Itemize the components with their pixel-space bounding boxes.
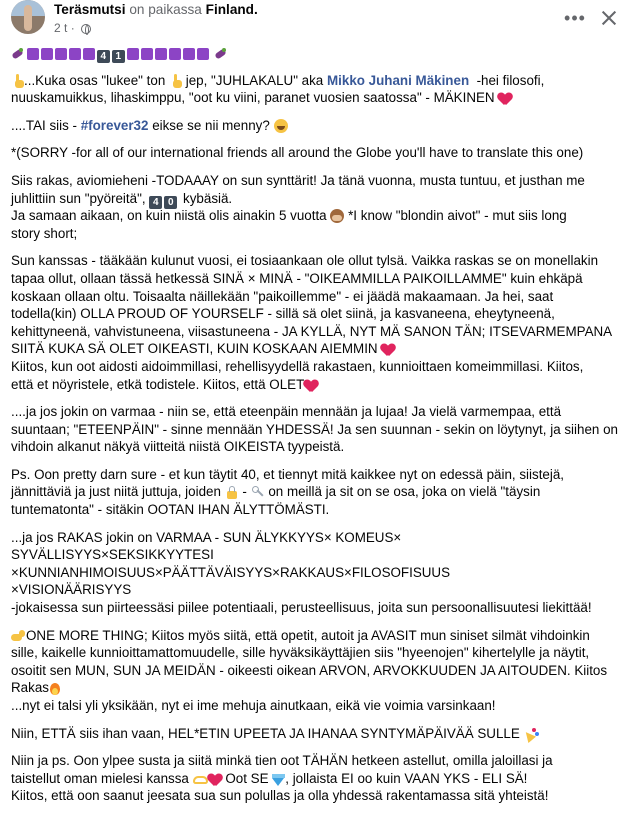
- emoji-line: [11, 44, 629, 62]
- text-line: story short;: [11, 225, 78, 241]
- text-line: ×VISIONÄÄRISYYS: [11, 582, 132, 598]
- text-line: tapaa ollut, ollaan tässä hetkessä SINÄ × MINÄ - "OIKEAMMILLA PAIKOILLAMME" kuin ehkäpä: [11, 270, 583, 286]
- keycap-four-icon: 4: [97, 50, 110, 63]
- more-horizontal-icon: •••: [564, 8, 586, 28]
- purple-square-icon: [141, 48, 153, 60]
- text-line: [11, 483, 629, 501]
- text-span: Niin, ETTÄ siis ihan vaan, HEL*ETIN UPEETA JA IHANAA SYNTYMÄPÄIVÄÄ SULLE: [11, 725, 520, 741]
- text-line: Sun kanssas - tääkään kulunut vuosi, ei tosiaankaan ole ollut tylsä. Vaikka raskas se on monellakin: [11, 253, 599, 269]
- grinning-face-icon: [274, 119, 288, 133]
- keycap-four-icon: 4: [149, 196, 162, 209]
- purple-square-icon: [83, 48, 95, 60]
- text-line: suuntaan; "ETEENPÄIN" - sinne mennään YHDESSÄ! Ja sen suunnan - sekin on löytynyt, ja siihen on: [11, 421, 618, 437]
- text-span: Oot SE: [225, 770, 269, 786]
- fire-icon: [49, 681, 61, 695]
- gem-icon: [272, 774, 285, 786]
- mention-link[interactable]: Mikko Juhani Mäkinen: [327, 72, 470, 88]
- text-line: [11, 679, 629, 697]
- text-line: Siis rakas, aviomieheni -TODAAAY on sun synttärit! Ja tänä vuonna, musta tuntuu, et justhan me: [11, 172, 585, 188]
- post-meta: [54, 20, 91, 38]
- post-time[interactable]: 2 t: [54, 21, 68, 35]
- text-span: -hei filosofi,: [476, 72, 545, 88]
- lock-icon: [225, 485, 239, 499]
- text-line: -jokaisessa sun piirteessäsi piilee potentiaali, perusteellisuus, joita sun persoonallisuutesi liekittää!: [11, 600, 592, 616]
- text-span: Ja samaan aikaan, on kuin niistä olis ainakin 5 vuotta: [11, 208, 327, 224]
- purple-square-icon: [27, 48, 39, 60]
- text-line: [11, 117, 629, 135]
- text-span: Rakas: [11, 680, 49, 696]
- eggplant-icon: [11, 48, 23, 60]
- purple-square-icon: [127, 48, 139, 60]
- text-line: todella(kin) OLLA PROUD OF YOURSELF - sillä sä olet siinä, ja kasvaneena, eheytyneenä,: [11, 306, 555, 322]
- purple-square-icon: [41, 48, 53, 60]
- text-line: [11, 72, 629, 90]
- keycap-one-icon: 1: [112, 50, 125, 63]
- purple-square-icon: [197, 48, 209, 60]
- text-line: osoitit sen MUN, SUN JA MEIDÄN - oikeesti oikean ARVON, ARVOKKUUDEN JA AITOUDEN. Kiitos: [11, 662, 608, 678]
- text-line: [11, 376, 629, 394]
- see-no-evil-monkey-icon: [330, 209, 344, 223]
- text-line: [11, 725, 629, 743]
- text-span: *I know "blondin aivot" - mut siis long: [348, 208, 567, 224]
- hashtag-link[interactable]: #forever32: [80, 117, 149, 133]
- text-span: juhlittiin sun "pyöreitä",: [11, 190, 146, 206]
- text-line: *(SORRY -for all of our international friends all around the Globe you'll have to translate this one): [11, 145, 584, 161]
- text-span: on meillä ja sit on se osa, joka on vielä "täysin: [268, 484, 541, 500]
- meta-separator: ·: [70, 21, 75, 35]
- pointing-up-icon: [169, 74, 182, 88]
- close-icon[interactable]: [597, 6, 621, 30]
- text-line: ×KUNNIANHIMOISUUS×PÄÄTTÄVÄISYYS×RAKKAUS×FILOSOFISUUS: [11, 564, 451, 580]
- party-popper-icon: [524, 727, 538, 741]
- text-line: [11, 770, 629, 788]
- text-span: -: [242, 484, 247, 500]
- text-span: taistellut oman mielesi kanssa: [11, 770, 189, 786]
- text-span: nuuskamuikkus, lihaskimppu, "oot ku viini, paranet vuosien saatossa" - MÄKINEN: [11, 90, 495, 106]
- text-span: että et nöyristele, etkä todistele. Kiitos, että OLET: [11, 376, 305, 392]
- heart-icon: [381, 343, 395, 356]
- post-header: [0, 0, 636, 42]
- text-span: , jollaista EI oo kuin VAAN YKS - ELI SÄ!: [285, 770, 528, 786]
- text-line: [11, 340, 629, 358]
- location-name[interactable]: Finland.: [205, 2, 258, 17]
- text-line: SYVÄLLISYYS×SEKSIKKYYTESI: [11, 547, 214, 563]
- text-line: [11, 207, 629, 225]
- pointing-up-icon: [11, 74, 24, 88]
- text-span: eikse se nii menny?: [152, 117, 270, 133]
- avatar[interactable]: [11, 0, 45, 34]
- author-name[interactable]: Teräsmutsi: [54, 2, 126, 17]
- more-options-button[interactable]: [563, 8, 587, 32]
- text-span: ONE MORE THING; Kiitos myös siitä, että opetit, autoit ja AVASIT mun siniset silmät vihdoinkin: [26, 627, 590, 643]
- text-line: Ps. Oon pretty darn sure - et kun täytit 40, et tiennyt mitä kaikkee nyt on edessä päin, siistejä,: [11, 466, 565, 482]
- heart-icon: [498, 92, 512, 105]
- text-line: ....ja jos jokin on varmaa - niin se, että eteenpäin mennään ja lujaa! Ja vielä varmempaa, että: [11, 404, 562, 420]
- globe-icon: [81, 24, 91, 34]
- keycap-zero-icon: 0: [164, 196, 177, 209]
- text-span: SIITÄ KUKA SÄ OLET OIKEASTI, KUIN KOSKAAN AIEMMIN: [11, 341, 378, 357]
- eggplant-icon: [214, 48, 226, 60]
- purple-square-icon: [155, 48, 167, 60]
- location-prefix: on paikassa: [129, 2, 202, 17]
- text-line: ...ja jos RAKAS jokin on VARMAA - SUN ÄLYKKYYS× KOMEUS×: [11, 529, 402, 545]
- heart-hands-icon: [193, 773, 208, 786]
- text-line: Niin ja ps. Oon ylpee susta ja siitä minkä tien oot TÄHÄN hetkeen astellut, omilla jaloillasi ja: [11, 753, 553, 769]
- post-text: [11, 44, 629, 805]
- text-line: Kiitos, kun oot aidosti aidoimmillasi, rehellisyydellä rakastaen, kunnioittaen komeimmillasi. Kiitos,: [11, 358, 584, 374]
- heart-icon: [208, 773, 222, 786]
- key-icon: [251, 485, 265, 499]
- author-line: [54, 1, 258, 19]
- flexed-biceps-icon: [11, 630, 26, 643]
- text-span: ...Kuka osas "lukee" ton: [24, 72, 166, 88]
- text-span: kybäsiä.: [183, 190, 233, 206]
- text-line: sille, kaikelle kunnioittamattomuudelle, sille hyväksikäyttäjien siis "hyeenojen" kihertelylle ja näytit,: [11, 645, 590, 661]
- text-line: [11, 89, 629, 107]
- purple-square-icon: [55, 48, 67, 60]
- purple-square-icon: [69, 48, 81, 60]
- text-line: ...nyt ei talsi yli yksikään, nyt ei ime mehuja ainutkaan, eikä vie voimia varsinkaan!: [11, 698, 496, 713]
- text-line: kehittyneenä, vahvistuneena, viisastuneena - JA KYLLÄ, NYT MÄ SANON TÄN; ITSEVARMEMPANA: [11, 323, 613, 339]
- text-line: tuntematonta" - sitäkin OOTAN IHAN ÄLYTTÖMÄSTI.: [11, 502, 330, 518]
- text-span: jännittäviä ja just niitä juttuja, joiden: [11, 484, 221, 500]
- text-line: vihdoin alkanut näkyä viitteitä niistä OIKEISTA tyypeistä.: [11, 439, 345, 455]
- text-line: Kiitos, että oon saanut jeesata sua sun polullas ja olla yhdessä rakentamassa sitä yhteistä!: [11, 788, 549, 804]
- text-line: [11, 627, 629, 645]
- text-line: koskaan ollaan oltu. Toisaalta näillekään "paikoillemme" - ei jäädä makaamaan. Ja hei, saat: [11, 288, 554, 304]
- purple-square-icon: [169, 48, 181, 60]
- text-span: jep, "JUHLAKALU" aka: [185, 72, 324, 88]
- text-span: ....TAI siis -: [11, 117, 77, 133]
- heart-icon: [304, 379, 318, 392]
- purple-square-icon: [183, 48, 195, 60]
- text-line: [11, 190, 629, 208]
